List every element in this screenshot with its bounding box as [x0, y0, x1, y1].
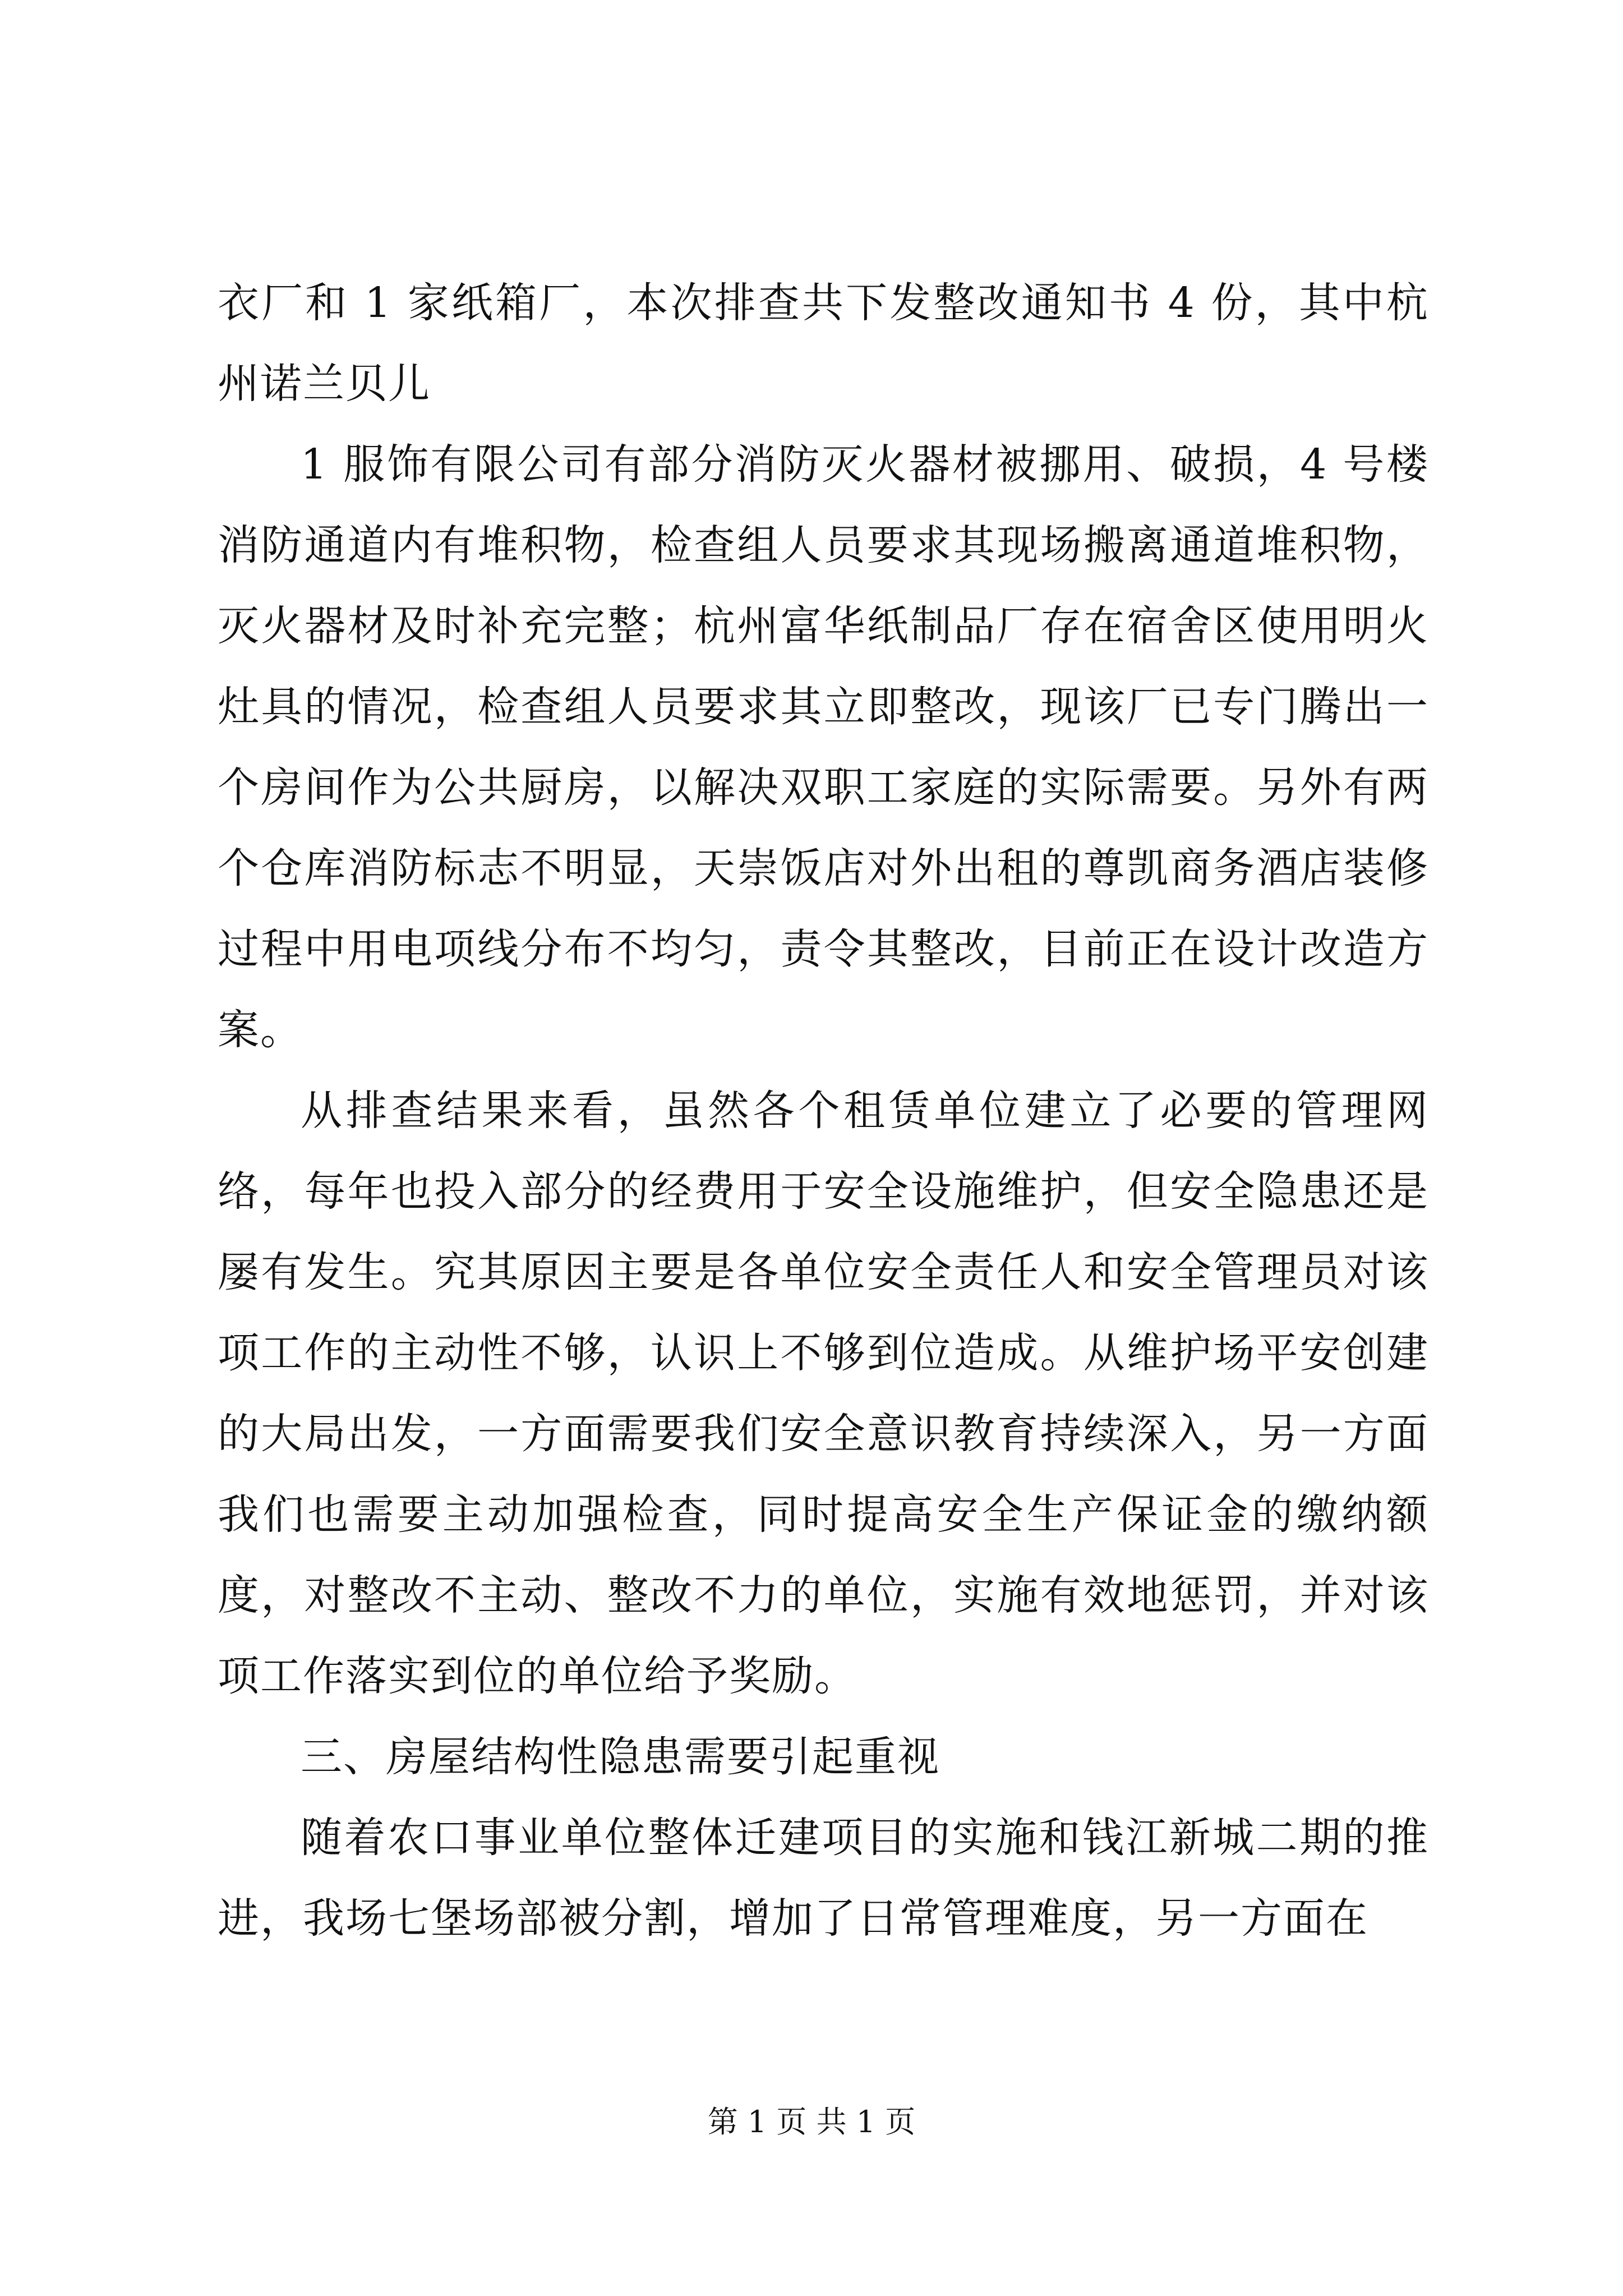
paragraph-relocation: 随着农口事业单位整体迁建项目的实施和钱江新城二期的推进，我场七堡场部被分割，增加了日常管理难度，另一方面在 [218, 1814, 1429, 1943]
paragraph-inspection-findings: 1 服饰有限公司有部分消防灭火器材被挪用、破损，4 号楼消防通道内有堆积物，检查组人员要求其现场搬离通道堆积物，灭火器材及时补充完整；杭州富华纸制品厂存在宿舍区使用明火灶具的情况，检查组人员要求其立即整改，现该厂已专门腾出一个房间作为公共厨房，以解决双职工家庭的实际需要。另外有两个仓库消防标志不明显，天崇饭店对外出租的尊凯商务酒店装修过程中用电项线分布不均匀，责令其整改，目前正在设计改造方案。 [218, 440, 1429, 1054]
page-footer [0, 2102, 1623, 2142]
paragraph-analysis: 从排查结果来看，虽然各个租赁单位建立了必要的管理网络，每年也投入部分的经费用于安全设施维护，但安全隐患还是屡有发生。究其原因主要是各单位安全责任人和安全管理员对该项工作的主动性不够，认识上不够到位造成。从维护场平安创建的大局出发，一方面需要我们安全意识教育持续深入，另一方面我们也需要主动加强检查，同时提高安全生产保证金的缴纳额度，对整改不主动、整改不力的单位，实施有效地惩罚，并对该项工作落实到位的单位给予奖励。 [218, 1087, 1429, 1700]
paragraph-continuation: 衣厂和 1 家纸箱厂，本次排查共下发整改通知书 4 份，其中杭州诺兰贝儿 [218, 279, 1429, 408]
page-number-label: 第 1 页 共 1 页 [707, 2104, 916, 2139]
section-heading-structural-hazards: 三、房屋结构性隐患需要引起重视 [301, 1733, 940, 1781]
document-body [218, 263, 1429, 1959]
